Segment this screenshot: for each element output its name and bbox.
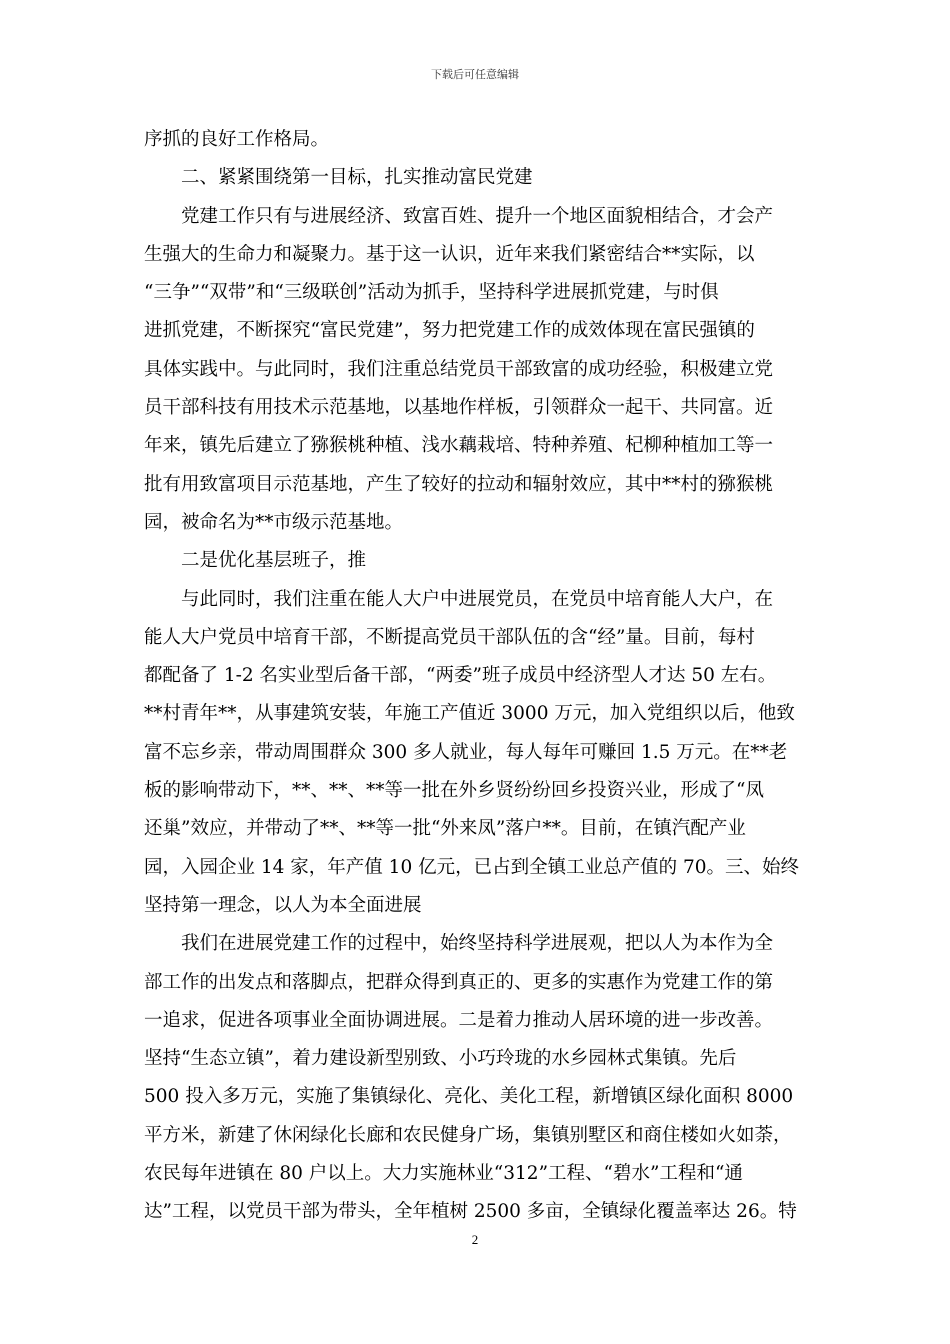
document-body <box>144 121 810 1232</box>
body-line: “三争”“双带”和“三级联创”活动为抓手，坚持科学进展抓党建，与时俱 <box>144 282 719 304</box>
body-line: 500 投入多万元，实施了集镇绿化、亮化、美化工程，新增镇区绿化面积 8000 <box>144 1086 794 1108</box>
body-line: 富不忘乡亲，带动周围群众 300 多人就业，每人每年可赚回 1.5 万元。在**老 <box>144 741 788 763</box>
body-line: 一追求，促进各项事业全面协调进展。二是着力推动人居环境的进一步改善。 <box>144 1009 774 1031</box>
body-line: 具体实践中。与此同时，我们注重总结党员干部致富的成功经验，积极建立党 <box>144 358 774 380</box>
body-line: 达”工程，以党员干部为带头，全年植树 2500 多亩，全镇绿化覆盖率达 26。特 <box>144 1201 797 1223</box>
body-line: 农民每年进镇在 80 户以上。大力实施林业“312”工程、“碧水”工程和“通 <box>144 1163 743 1185</box>
body-line: 都配备了 1-2 名实业型后备干部，“两委”班子成员中经济型人才达 50 左右。 <box>144 665 777 687</box>
body-line: 坚持“生态立镇”，着力建设新型别致、小巧玲珑的水乡园林式集镇。先后 <box>144 1048 737 1070</box>
body-line: 能人大户党员中培育干部，不断提高党员干部队伍的含“经”量。目前，每村 <box>144 626 755 648</box>
body-line: 还巢”效应，并带动了**、**等一批“外来凤”落户**。目前，在镇汽配产业 <box>144 818 746 840</box>
body-line: 园，入园企业 14 家，年产值 10 亿元，已占到全镇工业总产值的 70。三、始终 <box>144 856 800 878</box>
page-header: 下载后可任意编辑 <box>431 68 519 81</box>
body-line: 园，被命名为**市级示范基地。 <box>144 511 404 533</box>
body-line: 坚持第一理念，以人为本全面进展 <box>144 894 422 916</box>
body-line: 平方米，新建了休闲绿化长廊和农民健身广场，集镇别墅区和商住楼如火如荼， <box>144 1124 792 1146</box>
body-line: 进抓党建，不断探究“富民党建”，努力把党建工作的成效体现在富民强镇的 <box>144 320 755 342</box>
section-heading: 二、紧紧围绕第一目标，扎实推动富民党建 <box>181 167 533 189</box>
body-line: 员干部科技有用技术示范基地，以基地作样板，引领群众一起干、共同富。近 <box>144 397 774 419</box>
page-number: 2 <box>471 1232 479 1247</box>
body-line: 年来，镇先后建立了猕猴桃种植、浅水藕栽培、特种养殖、杞柳种植加工等一 <box>144 435 774 457</box>
body-line: 序抓的良好工作格局。 <box>144 129 330 150</box>
body-line: **村青年**，从事建筑安装，年施工产值近 3000 万元，加入党组织以后，他致 <box>144 703 795 725</box>
body-line: 板的影响带动下，**、**、**等一批在外乡贤纷纷回乡投资兴业，形成了“凤 <box>144 780 764 802</box>
body-line: 党建工作只有与进展经济、致富百姓、提升一个地区面貌相结合，才会产 <box>181 205 774 227</box>
section-heading: 二是优化基层班子，推 <box>181 550 367 572</box>
body-line: 批有用致富项目示范基地，产生了较好的拉动和辐射效应，其中**村的猕猴桃 <box>144 473 774 495</box>
body-line: 我们在进展党建工作的过程中，始终坚持科学进展观，把以人为本作为全 <box>181 933 774 955</box>
body-line: 部工作的出发点和落脚点，把群众得到真正的、更多的实惠作为党建工作的第 <box>144 971 774 993</box>
body-line: 生强大的生命力和凝聚力。基于这一认识，近年来我们紧密结合**实际，以 <box>144 243 755 265</box>
body-line: 与此同时，我们注重在能人大户中进展党员，在党员中培育能人大户，在 <box>181 588 774 610</box>
